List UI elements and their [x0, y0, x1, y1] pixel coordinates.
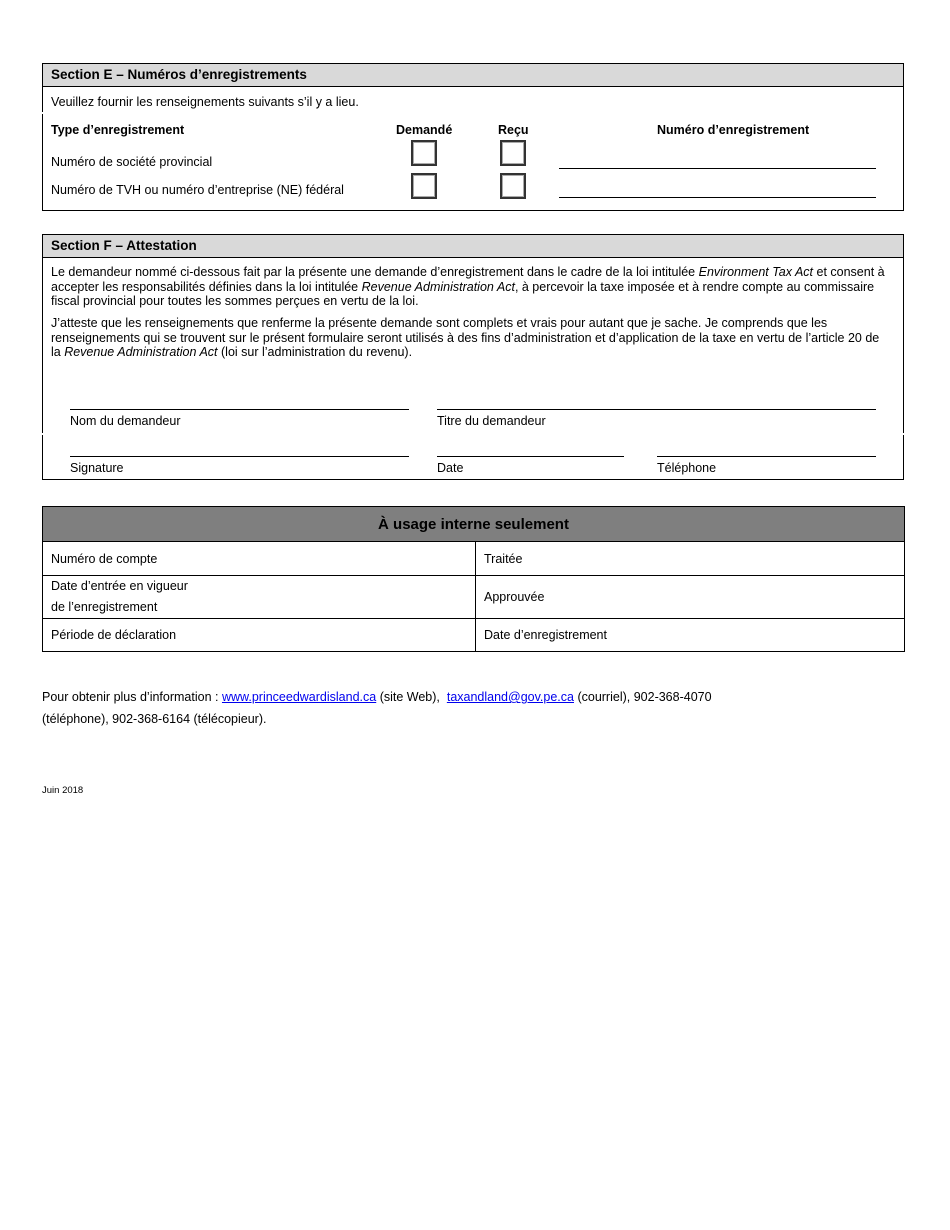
- federal-requested-checkbox[interactable]: [411, 173, 437, 199]
- date-label: Date: [437, 461, 464, 475]
- attestation-paragraph-2: J’atteste que les renseignements que renferme la présente demande sont complets et vrais pour autant que je sache. Je comprends que les renseignements qui se trouvent sur le présent formulaire seront utilisés à des fins d’administration et d’application de la taxe en vertu de l’article 20 de la Revenue Administration Act (loi sur l’administration du revenu).: [51, 316, 880, 359]
- internal-use-title: À usage interne seulement: [43, 507, 905, 542]
- signature-label: Signature: [70, 461, 124, 475]
- account-number-cell: Numéro de compte: [43, 542, 476, 576]
- email-link[interactable]: taxandland@gov.pe.ca: [446, 690, 574, 704]
- section-e-title: Section E – Numéros d’enregistrements: [43, 64, 903, 87]
- header-registration-type: Type d’enregistrement: [51, 123, 185, 137]
- header-requested: Demandé: [396, 123, 453, 137]
- row-federal-label: Numéro de TVH ou numéro d’entreprise (NE) fédéral: [51, 183, 344, 197]
- processed-cell: Traitée: [476, 542, 905, 576]
- federal-number-field[interactable]: [559, 197, 876, 198]
- section-f: [42, 234, 904, 480]
- applicant-name-label: Nom du demandeur: [70, 414, 181, 428]
- approved-cell: Approuvée: [476, 576, 905, 619]
- phone-field[interactable]: [657, 456, 876, 457]
- header-received: Reçu: [498, 123, 529, 137]
- website-link[interactable]: www.princeedwardisland.ca: [221, 690, 377, 704]
- header-registration-number: Numéro d’enregistrement: [657, 123, 810, 137]
- provincial-number-field[interactable]: [559, 168, 876, 169]
- signature-field[interactable]: [70, 456, 409, 457]
- provincial-received-checkbox[interactable]: [500, 140, 526, 166]
- provincial-requested-checkbox[interactable]: [411, 140, 437, 166]
- internal-use-table: [42, 506, 905, 652]
- applicant-title-field[interactable]: [437, 409, 876, 410]
- section-f-title: Section F – Attestation: [43, 235, 903, 258]
- reporting-period-cell: Période de déclaration: [43, 619, 476, 652]
- revision-date: Juin 2018: [42, 785, 84, 796]
- federal-received-checkbox[interactable]: [500, 173, 526, 199]
- section-e: [42, 63, 904, 211]
- applicant-title-label: Titre du demandeur: [437, 414, 546, 428]
- date-field[interactable]: [437, 456, 624, 457]
- registration-date-cell: Date d’enregistrement: [476, 619, 905, 652]
- phone-label: Téléphone: [657, 461, 717, 475]
- applicant-name-field[interactable]: [70, 409, 409, 410]
- contact-info: Pour obtenir plus d’information : www.princeedwardisland.ca (site Web), taxandland@gov.pe.ca (courriel), 902-368-4070 (téléphone), 902-368-6164 (télécopieur).: [42, 690, 712, 726]
- effective-date-cell: Date d’entrée en vigueur de l’enregistrement: [43, 576, 476, 619]
- attestation-paragraph-1: Le demandeur nommé ci-dessous fait par la présente une demande d’enregistrement dans le cadre de la loi intitulée Environment Tax Act et consent à accepter les responsabilités définies dans la loi intitulée Revenue Administration Act, à percevoir la taxe imposée et à rendre compte au commissaire fiscal provincial pour toutes les sommes perçues en vertu de la loi.: [51, 265, 885, 308]
- section-e-instruction: Veuillez fournir les renseignements suivants s’il y a lieu.: [51, 95, 359, 109]
- row-provincial-label: Numéro de société provincial: [51, 155, 213, 169]
